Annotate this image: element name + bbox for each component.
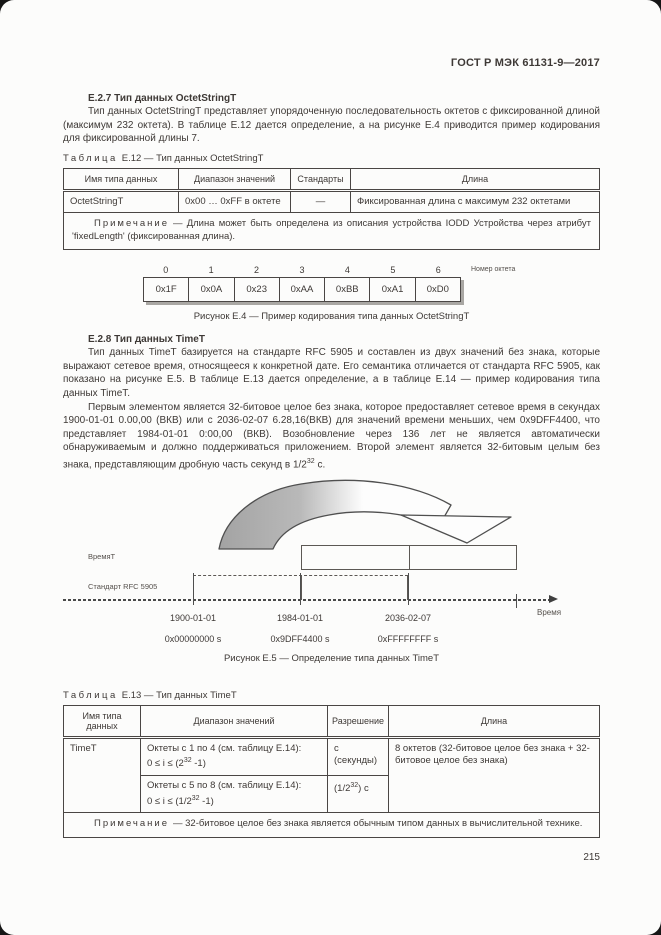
table-e13 xyxy=(63,705,600,838)
cell-length: Фиксированная длина с максимум 232 октетами xyxy=(351,190,600,213)
table-e13-caption xyxy=(63,690,600,701)
table-note xyxy=(72,218,591,243)
column-header: Диапазон значений xyxy=(141,705,328,737)
figure-e5 xyxy=(63,477,600,651)
octet-cell: 0xAA xyxy=(280,278,325,301)
octet-cell: 0x0A xyxy=(189,278,234,301)
axis-tick xyxy=(408,573,409,605)
table-note xyxy=(72,818,591,831)
octet-cell: 0x1F xyxy=(144,278,189,301)
timet-bar-divider xyxy=(409,546,410,569)
table-row xyxy=(64,190,600,213)
column-header: Длина xyxy=(351,168,600,190)
cell-standards: — xyxy=(291,190,351,213)
superscript: 32 xyxy=(350,782,359,790)
tick-date: 1900-01-01 xyxy=(169,612,217,623)
axis-tick xyxy=(516,594,517,608)
octet-number-row xyxy=(143,265,461,275)
column-header: Имя типа данных xyxy=(64,168,179,190)
column-header: Диапазон значений xyxy=(179,168,291,190)
cell-length: 8 октетов (32-битовое целое без знака + 32-битовое целое без знака) xyxy=(388,737,599,812)
superscript: 32 xyxy=(191,794,200,802)
range-text: Октеты с 5 по 8 (см. таблицу Е.14): xyxy=(147,780,302,792)
tick-date: 1984-01-01 xyxy=(276,612,324,623)
range-text: 0 ≤ i ≤ (1/2 xyxy=(147,795,192,807)
octet-cell: 0xA1 xyxy=(370,278,415,301)
octet-cell: 0x23 xyxy=(235,278,280,301)
table-row xyxy=(64,737,600,775)
paragraph-text: Первым элементом является 32-битовое целое без знака, которое предоставляет сетевое время в секундах 1900-01-01 0.00,00 (ВКВ) или с 2036-02-07 6.28,16(ВКВ) для значений времени меньших, чем 0x9DFF4400, что представляет 1984-01-01 0:00,00 (ВКВ). Возобновление через 136 лет не является автоматически обнаруживаемым и должно поддерживаться приложением. Второй элемент является 32-битовым целым без знака, представляющим дробную часть секунд в 1/2 xyxy=(63,401,600,471)
section-e27-paragraph: Тип данных OctetStringT представляет упорядоченную последовательность октетов с фиксированной длиной (максимум 232 октета). В таблице Е.12 дается определение, а на рисунке Е.4 приводится пример кодирования для фиксированной длины 7. xyxy=(63,106,600,145)
figure-e5-caption: Рисунок Е.5 — Определение типа данных TimeT xyxy=(223,652,440,664)
tick-hex-value: 0x9DFF4400 s xyxy=(270,633,330,644)
table-e12 xyxy=(63,168,600,251)
time-axis-arrowhead xyxy=(549,595,558,603)
cell-range: 0x00 … 0xFF в октете xyxy=(179,190,291,213)
note-text: — Длина может быть определена из описания устройства IODD Устройства через атрибут 'fixedLength' (фиксированная длина). xyxy=(72,218,591,242)
tick-hex-value: 0xFFFFFFFF s xyxy=(377,633,439,644)
range-text: Октеты с 1 по 4 (см. таблицу Е.14): xyxy=(147,742,302,754)
table-e12-header-row xyxy=(64,168,600,190)
tick-date: 2036-02-07 xyxy=(384,612,432,623)
table-note-row xyxy=(64,213,600,250)
octet-cell: 0xBB xyxy=(325,278,370,301)
table-caption-word: Таблица xyxy=(63,689,118,701)
octet-number: 6 xyxy=(435,265,441,276)
octet-number: 2 xyxy=(254,265,260,276)
figure-e4-caption: Рисунок Е.4 — Пример кодирования типа данных OctetStringT xyxy=(193,311,470,323)
timet-bar-label: ВремяТ xyxy=(88,551,116,561)
octet-number: 5 xyxy=(390,265,396,276)
note-word: Примечание xyxy=(94,218,169,230)
octet-number: 4 xyxy=(344,265,350,276)
superscript: 32 xyxy=(306,458,315,466)
section-e28-heading: Е.2.8 Тип данных TimeT xyxy=(88,334,205,346)
octet-diagram xyxy=(143,265,461,302)
tick-hex-value: 0x00000000 s xyxy=(164,633,222,644)
cell-resolution xyxy=(328,776,389,813)
cell-type-name: TimeT xyxy=(64,737,141,812)
column-header: Имя типа данных xyxy=(64,705,141,737)
table-note-row xyxy=(64,813,600,838)
column-header: Длина xyxy=(388,705,599,737)
time-axis xyxy=(63,599,551,601)
page-number: 215 xyxy=(583,851,600,863)
table-caption-text: Е.12 — Тип данных OctetStringT xyxy=(121,152,264,164)
range-text: -1) xyxy=(191,758,206,770)
range-text: 0 ≤ i ≤ (2 xyxy=(147,758,184,770)
range-text: -1) xyxy=(199,795,214,807)
timet-range-bar xyxy=(301,545,517,570)
note-text: — 32-битовое целое без знака является обычным типом данных в вычислительной технике. xyxy=(173,818,583,830)
document-header: ГОСТ Р МЭК 61131-9—2017 xyxy=(450,57,600,69)
octet-axis-label: Номер октета xyxy=(471,266,516,274)
octet-number: 0 xyxy=(163,265,169,276)
time-axis-label: Время xyxy=(537,607,562,617)
cell-resolution: с (секунды) xyxy=(328,737,389,775)
octet-number: 1 xyxy=(208,265,214,276)
section-e27-heading: Е.2.7 Тип данных OctetStringT xyxy=(88,93,237,104)
rfc5905-bar-divider xyxy=(301,576,302,600)
section-e28-paragraph-1: Тип данных TimeT базируется на стандарте RFC 5905 и составлен из двух значений без знака, которые выражают сетевое время, относящееся к конкретной дате. Его семантика отличается от стандарта RFC 5905, как показано на рисунке Е.5. В таблице Е.13 дается определение, а в таблице Е.14 — пример кодирования типа данных TimeT. xyxy=(63,347,600,400)
rfc5905-bar-label: Стандарт RFC 5905 xyxy=(88,581,158,591)
axis-tick xyxy=(193,573,194,605)
cell-type-name: OctetStringT xyxy=(64,190,179,213)
note-word: Примечание xyxy=(94,818,169,830)
table-e13-header-row xyxy=(64,705,600,737)
axis-tick xyxy=(300,573,301,605)
column-header: Стандарты xyxy=(291,168,351,190)
table-caption-text: Е.13 — Тип данных TimeT xyxy=(121,689,237,701)
table-caption-word: Таблица xyxy=(63,152,118,164)
figure-e4 xyxy=(143,265,600,302)
section-e28-paragraph-2 xyxy=(63,401,600,472)
table-e12-caption xyxy=(63,153,600,164)
cell-range-octets-5-8 xyxy=(141,776,328,813)
octet-number: 3 xyxy=(299,265,305,276)
cell-range-octets-1-4 xyxy=(141,737,328,775)
octet-cell: 0xD0 xyxy=(426,284,449,296)
paragraph-text: с. xyxy=(314,459,326,471)
octet-value-row xyxy=(143,277,461,302)
resolution-text: ) с xyxy=(358,783,369,795)
superscript: 32 xyxy=(183,757,192,765)
column-header: Разрешение xyxy=(328,705,389,737)
resolution-text: (1/2 xyxy=(334,783,351,795)
